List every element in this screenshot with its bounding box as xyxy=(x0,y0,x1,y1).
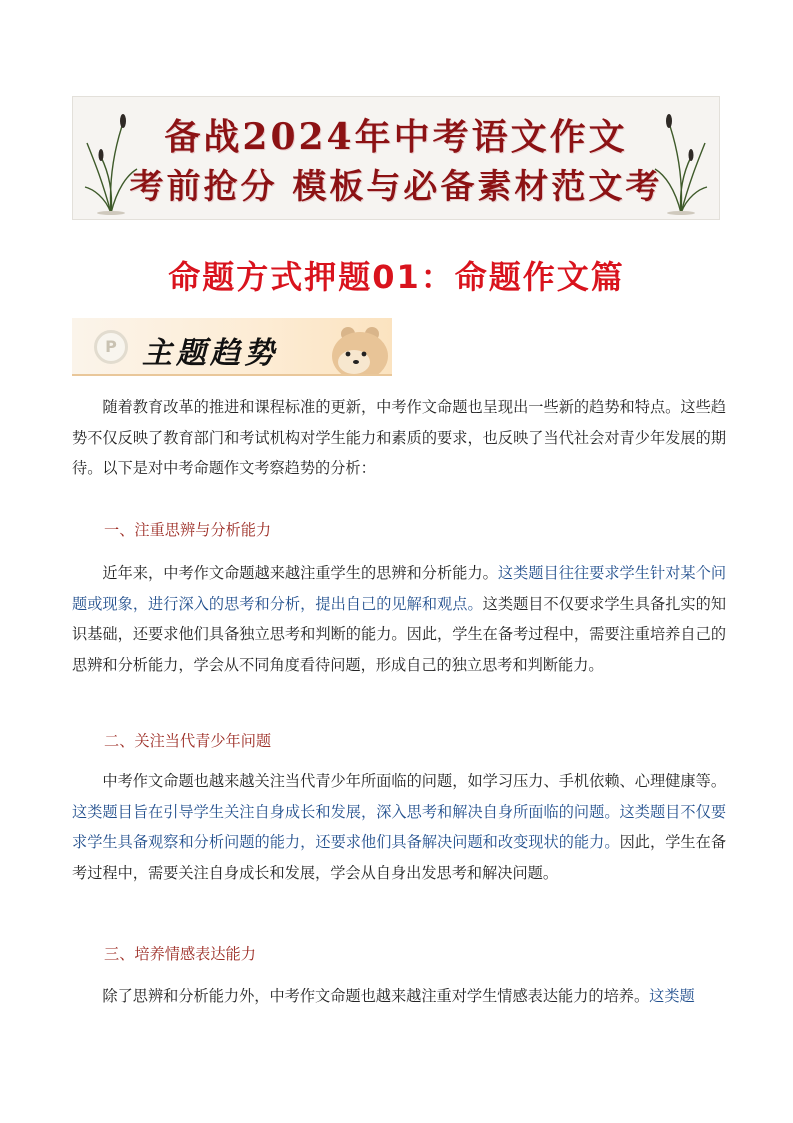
banner-line-1: 备战2024年中考语文作文 xyxy=(164,116,628,158)
highlighted-text: 这类题目往往要求学生针对某个问题或现象，进行深入的思考和分析，提出自己的见解和观点。 xyxy=(72,564,727,613)
orchid-decoration-icon xyxy=(653,103,709,215)
section-paragraph-2 xyxy=(72,766,726,888)
section-heading-3: 三、培养情感表达能力 xyxy=(104,945,256,963)
paragraph-text: 因此，学生在备考过程中，需要关注自身成长和发展，学会从自身出发思考和解决问题。 xyxy=(72,833,727,882)
paragraph-text: 近年来，中考作文命题越来越注重学生的思辨和分析能力。 xyxy=(102,564,498,582)
highlighted-text: 这类题 xyxy=(649,987,695,1005)
section-heading-2: 二、关注当代青少年问题 xyxy=(104,732,272,750)
paragraph-text: 这类题目不仅要求学生具备扎实的知识基础，还要求他们具备独立思考和判断的能力。因此，学生在备考过程中，需要注重培养自己的思辨和分析能力，学会从不同角度看待问题，形成自己的独立思考和判断能力。 xyxy=(72,594,727,674)
intro-paragraph: 随着教育改革的推进和课程标准的更新，中考作文命题也呈现出一些新的趋势和特点。这些趋势不仅反映了教育部门和考试机构对学生能力和素质的要求，也反映了当代社会对青少年发展的期待。以下是对中考命题作文考察趋势的分析： xyxy=(72,398,726,477)
header-banner xyxy=(72,96,720,220)
section-paragraph-1 xyxy=(72,558,726,680)
page-title: 命题方式押题01：命题作文篇 xyxy=(168,258,625,296)
section-tag-label: 主题趋势 xyxy=(142,336,278,371)
paragraph-text: 中考作文命题也越来越关注当代青少年所面临的问题，如学习压力、手机依赖、心理健康等。 xyxy=(102,772,726,790)
paragraph-text: 除了思辨和分析能力外，中考作文命题也越来越注重对学生情感表达能力的培养。 xyxy=(102,987,650,1005)
highlighted-text: 这类题目旨在引导学生关注自身成长和发展，深入思考和解决自身所面临的问题。这类题目不仅要求学生具备观察和分析问题的能力，还要求他们具备解决问题和改变现状的能力。 xyxy=(72,802,726,851)
banner-line-2: 考前抢分 模板与必备素材范文考 xyxy=(129,167,663,207)
coin-p-icon: P xyxy=(94,330,128,364)
section-tag-theme-trend xyxy=(72,318,392,376)
section-heading-1: 一、注重思辨与分析能力 xyxy=(104,521,272,539)
bear-mascot-icon xyxy=(308,322,392,376)
section-paragraph-3 xyxy=(72,981,726,1012)
